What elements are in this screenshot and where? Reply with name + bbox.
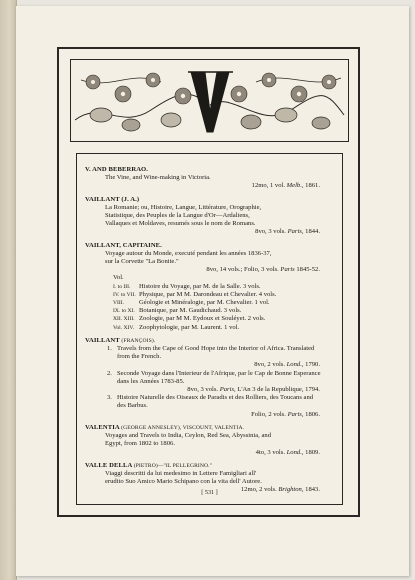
volume-row: XII. XIII. Zoologie, par M M. Eydoux et Souléyet. 2 vols. [113,315,266,323]
entry-publication: 8vo, 3 vols. Paris, L'An 3 de la Republique, 1794. [187,386,320,394]
entry-publication: 12mo, 2 vols. Brighton, 1843. [240,486,320,494]
volume-row: VIII. Géologie et Minéralogie, par M. Chevalier. 1 vol. [113,299,270,307]
numbered-item: 2. Seconde Voyage dans l'Interieur de l'Afrique, par le Cap de Bonne Esperance dans les Années 1783-85. [107,369,321,385]
book-page [16,6,409,576]
entry-heading: VALENTIA (GEORGE ANNESLEY), VISCOUNT, VALENTIA. [85,423,245,431]
catalogue-entry [85,242,334,332]
volume-row: I. to III. Histoire du Voyage, par M. de la Salle. 3 vols. [113,282,261,290]
volume-list-label: Vol. [113,274,124,282]
entry-publication: 12mo, 1 vol. Melb., 1861. [251,182,320,190]
catalogue-entry [85,196,334,237]
catalogue-entry [85,166,334,191]
entry-publication: 8vo, 14 vols.; Folio, 3 vols. Paris 1845-52. [206,266,320,274]
page-number: [ 531 ] [201,489,218,496]
page-border-frame [57,47,360,517]
entry-title: Statistique, des Peuples de la Langue d'Or—Ardaliens, [105,212,250,220]
entry-publication: 8vo, 3 vols. Paris, 1844. [255,228,320,236]
entry-heading: VAILLANT (FRANÇOIS). [85,336,156,344]
entry-title: La Romanie; ou, Histoire, Langue, Littérature, Orographie, [105,203,262,211]
entry-publication: 4to, 3 vols. Lond., 1809. [255,448,320,456]
entry-title: Viaggi descritti da lui medesimo in Lettere Famigliari all' [105,469,257,477]
book-spine-edge [0,0,17,580]
entry-publication: 8vo, 2 vols. Lond., 1790. [254,361,320,369]
catalogue-entry [85,424,334,457]
entry-title: erudito Suo Amico Mario Schipano con la vita dell' Autore. [105,478,262,486]
decorated-initial-banner [70,59,349,142]
decorative-letter-v-icon [71,60,348,141]
entry-title: Voyages and Travels to India, Ceylon, Red Sea, Abyssinia, and [105,432,271,440]
volume-row: Vol. XIV. Zoophytologie, par M. Laurent. 1 vol. [113,323,240,331]
numbered-item: 3. Histoire Naturelle des Oiseaux de Paradis et des Rolliers, des Toucans and des Barbus. [107,394,314,410]
entry-title: Vallaques et Moldaves, resumés sous le nom de Romans. [105,220,256,228]
catalogue-entries [85,166,334,500]
volume-row: IX. to XI. Botanique, par M. Gaudichaud. 3 vols. [113,307,242,315]
catalogue-entry [85,337,334,419]
entry-heading: VAILLANT, CAPITAINE. [85,241,162,249]
entry-heading: VAILLANT (J. A.) [85,195,140,203]
entry-title: Egypt, from 1802 to 1806. [105,440,175,448]
entry-title: The Vine, and Wine-making in Victoria. [105,174,211,182]
entry-heading: VALLE DELLA (PIETRO)—"IL PELLEGRINO." [85,461,213,469]
entry-title: sur la Corvette "La Bonite." [105,258,179,266]
volume-row: IV. to VII. Physique, par M M. Darondeau et Chevalier. 4 vols. [113,290,277,298]
numbered-item: 1. Travels from the Cape of Good Hope into the Interior of Africa. Translated from the French. [107,345,315,361]
entry-publication: Folio, 2 vols. Paris, 1806. [251,410,320,418]
entry-title: Voyage autour du Monde, executé pendant les années 1836-37, [105,249,272,257]
entry-heading: V. AND BEBERRAO. [85,166,149,173]
catalogue-text-frame [76,153,343,505]
